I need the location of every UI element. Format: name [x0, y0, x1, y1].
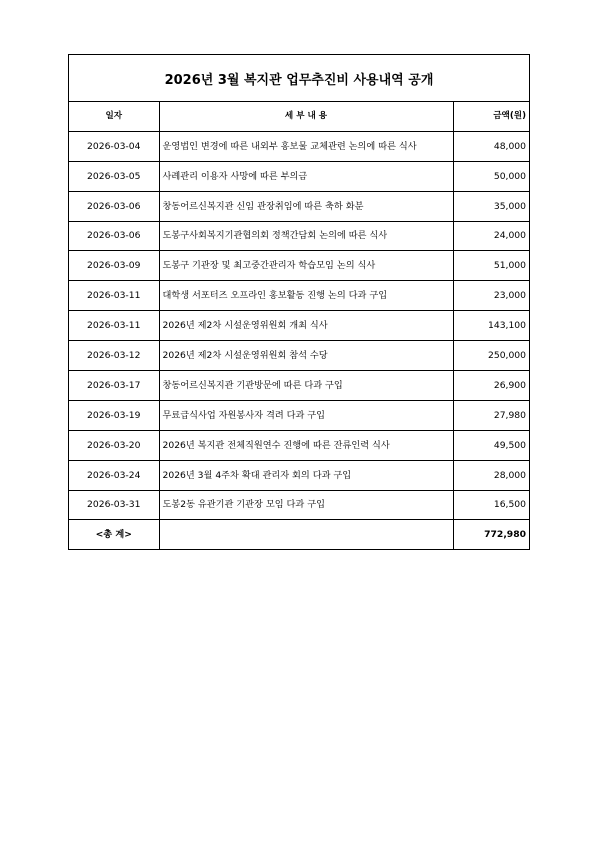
table-row: [69, 281, 529, 311]
table-row: [69, 341, 529, 371]
row-amount: 49,500: [453, 430, 529, 460]
row-date: 2026-03-24: [69, 460, 159, 490]
row-description: 창동어르신복지관 기관방문에 따른 다과 구입: [159, 371, 453, 401]
row-description: 도봉구사회복지기관협의회 정책간담회 논의에 따른 식사: [159, 221, 453, 251]
row-description: 창동어르신복지관 신임 관장취임에 따른 축하 화분: [159, 191, 453, 221]
row-description: 대학생 서포터즈 오프라인 홍보활동 진행 논의 다과 구입: [159, 281, 453, 311]
row-amount: 27,980: [453, 400, 529, 430]
table-row: [69, 251, 529, 281]
column-header-amount: 금액(원): [453, 102, 529, 131]
column-header-date: 일자: [69, 102, 159, 131]
table-row: [69, 131, 529, 161]
table-row: [69, 460, 529, 490]
row-description: 무료급식사업 자원봉사자 격려 다과 구입: [159, 400, 453, 430]
row-amount: 16,500: [453, 490, 529, 520]
expense-table: [69, 102, 529, 549]
row-date: 2026-03-04: [69, 131, 159, 161]
table-row: [69, 221, 529, 251]
total-amount: 772,980: [453, 520, 529, 549]
table-row: [69, 191, 529, 221]
row-description: 도봉2동 유관기관 기관장 모임 다과 구입: [159, 490, 453, 520]
row-description: 도봉구 기관장 및 최고중간관리자 학습모임 논의 식사: [159, 251, 453, 281]
row-amount: 51,000: [453, 251, 529, 281]
row-amount: 35,000: [453, 191, 529, 221]
column-header-description: 세 부 내 용: [159, 102, 453, 131]
expense-disclosure-sheet: [68, 54, 530, 550]
table-row: [69, 400, 529, 430]
row-amount: 28,000: [453, 460, 529, 490]
row-description: 운영법인 변경에 따른 내외부 홍보물 교체관련 논의에 따른 식사: [159, 131, 453, 161]
row-date: 2026-03-09: [69, 251, 159, 281]
total-row: [69, 520, 529, 549]
row-description: 2026년 3월 4주차 확대 관리자 회의 다과 구입: [159, 460, 453, 490]
row-amount: 23,000: [453, 281, 529, 311]
row-amount: 24,000: [453, 221, 529, 251]
row-amount: 26,900: [453, 371, 529, 401]
row-date: 2026-03-20: [69, 430, 159, 460]
row-amount: 50,000: [453, 161, 529, 191]
row-date: 2026-03-06: [69, 191, 159, 221]
row-description: 2026년 제2차 시설운영위원회 개최 식사: [159, 311, 453, 341]
row-date: 2026-03-31: [69, 490, 159, 520]
table-row: [69, 490, 529, 520]
row-date: 2026-03-12: [69, 341, 159, 371]
row-amount: 250,000: [453, 341, 529, 371]
table-row: [69, 161, 529, 191]
row-date: 2026-03-11: [69, 311, 159, 341]
total-label: <총 계>: [69, 520, 159, 549]
table-row: [69, 311, 529, 341]
row-date: 2026-03-05: [69, 161, 159, 191]
row-date: 2026-03-19: [69, 400, 159, 430]
row-amount: 143,100: [453, 311, 529, 341]
document-title: 2026년 3월 복지관 업무추진비 사용내역 공개: [69, 55, 529, 102]
row-description: 사례관리 이용자 사망에 따른 부의금: [159, 161, 453, 191]
row-date: 2026-03-11: [69, 281, 159, 311]
row-description: 2026년 제2차 시설운영위원회 참석 수당: [159, 341, 453, 371]
table-row: [69, 430, 529, 460]
table-row: [69, 371, 529, 401]
row-date: 2026-03-17: [69, 371, 159, 401]
table-body: [69, 131, 529, 549]
row-amount: 48,000: [453, 131, 529, 161]
row-date: 2026-03-06: [69, 221, 159, 251]
row-description: 2026년 복지관 전체직원연수 진행에 따른 잔류인력 식사: [159, 430, 453, 460]
total-description-empty: [159, 520, 453, 549]
table-header-row: [69, 102, 529, 131]
